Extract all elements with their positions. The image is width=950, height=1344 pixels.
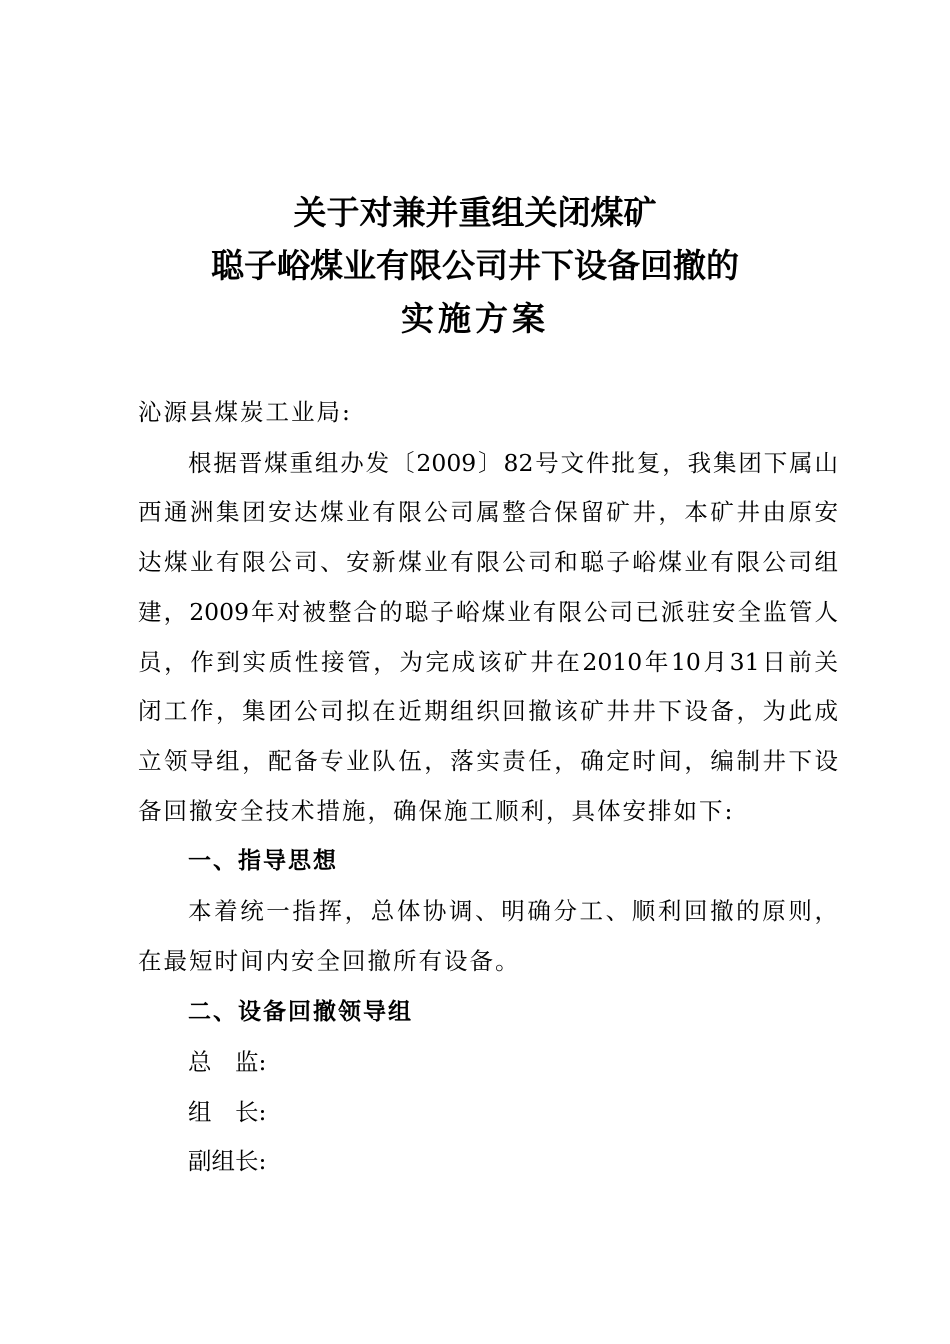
- intro-line: 建，2009年对被整合的聪子峪煤业有限公司已派驻安全监管人: [138, 598, 838, 626]
- section-1-line: 在最短时间内安全回撤所有设备。: [138, 947, 521, 975]
- title-line-1: 关于对兼并重组关闭煤矿: [293, 193, 657, 232]
- intro-line: 西通洲集团安达煤业有限公司属整合保留矿井，本矿井由原安: [138, 498, 838, 526]
- intro-line: 员，作到实质性接管，为完成该矿井在2010年10月31日前关: [138, 648, 838, 676]
- title-line-2: 聪子峪煤业有限公司井下设备回撤的: [211, 246, 739, 285]
- intro-line: 立领导组，配备专业队伍，落实责任，确定时间，编制井下设: [138, 747, 838, 775]
- intro-line: 闭工作，集团公司拟在近期组织回撤该矿井井下设备，为此成: [138, 697, 838, 725]
- intro-line: 达煤业有限公司、安新煤业有限公司和聪子峪煤业有限公司组: [138, 548, 838, 576]
- member-leader: 组 长:: [188, 1098, 267, 1126]
- title-line-3: 实施方案: [401, 299, 549, 338]
- section-heading-2: 二、设备回撤领导组: [188, 999, 413, 1025]
- member-deputy-leader: 副组长:: [188, 1147, 267, 1175]
- addressee: 沁源县煤炭工业局:: [138, 398, 352, 426]
- intro-line: 根据晋煤重组办发〔2009〕82号文件批复，我集团下属山: [188, 449, 838, 477]
- document-title: [0, 186, 950, 345]
- section-1-line: 本着统一指挥，总体协调、明确分工、顺利回撤的原则，: [188, 897, 838, 925]
- member-director: 总 监:: [188, 1048, 267, 1076]
- section-heading-1: 一、指导思想: [188, 848, 338, 874]
- intro-line: 备回撤安全技术措施，确保施工顺利，具体安排如下:: [138, 797, 735, 825]
